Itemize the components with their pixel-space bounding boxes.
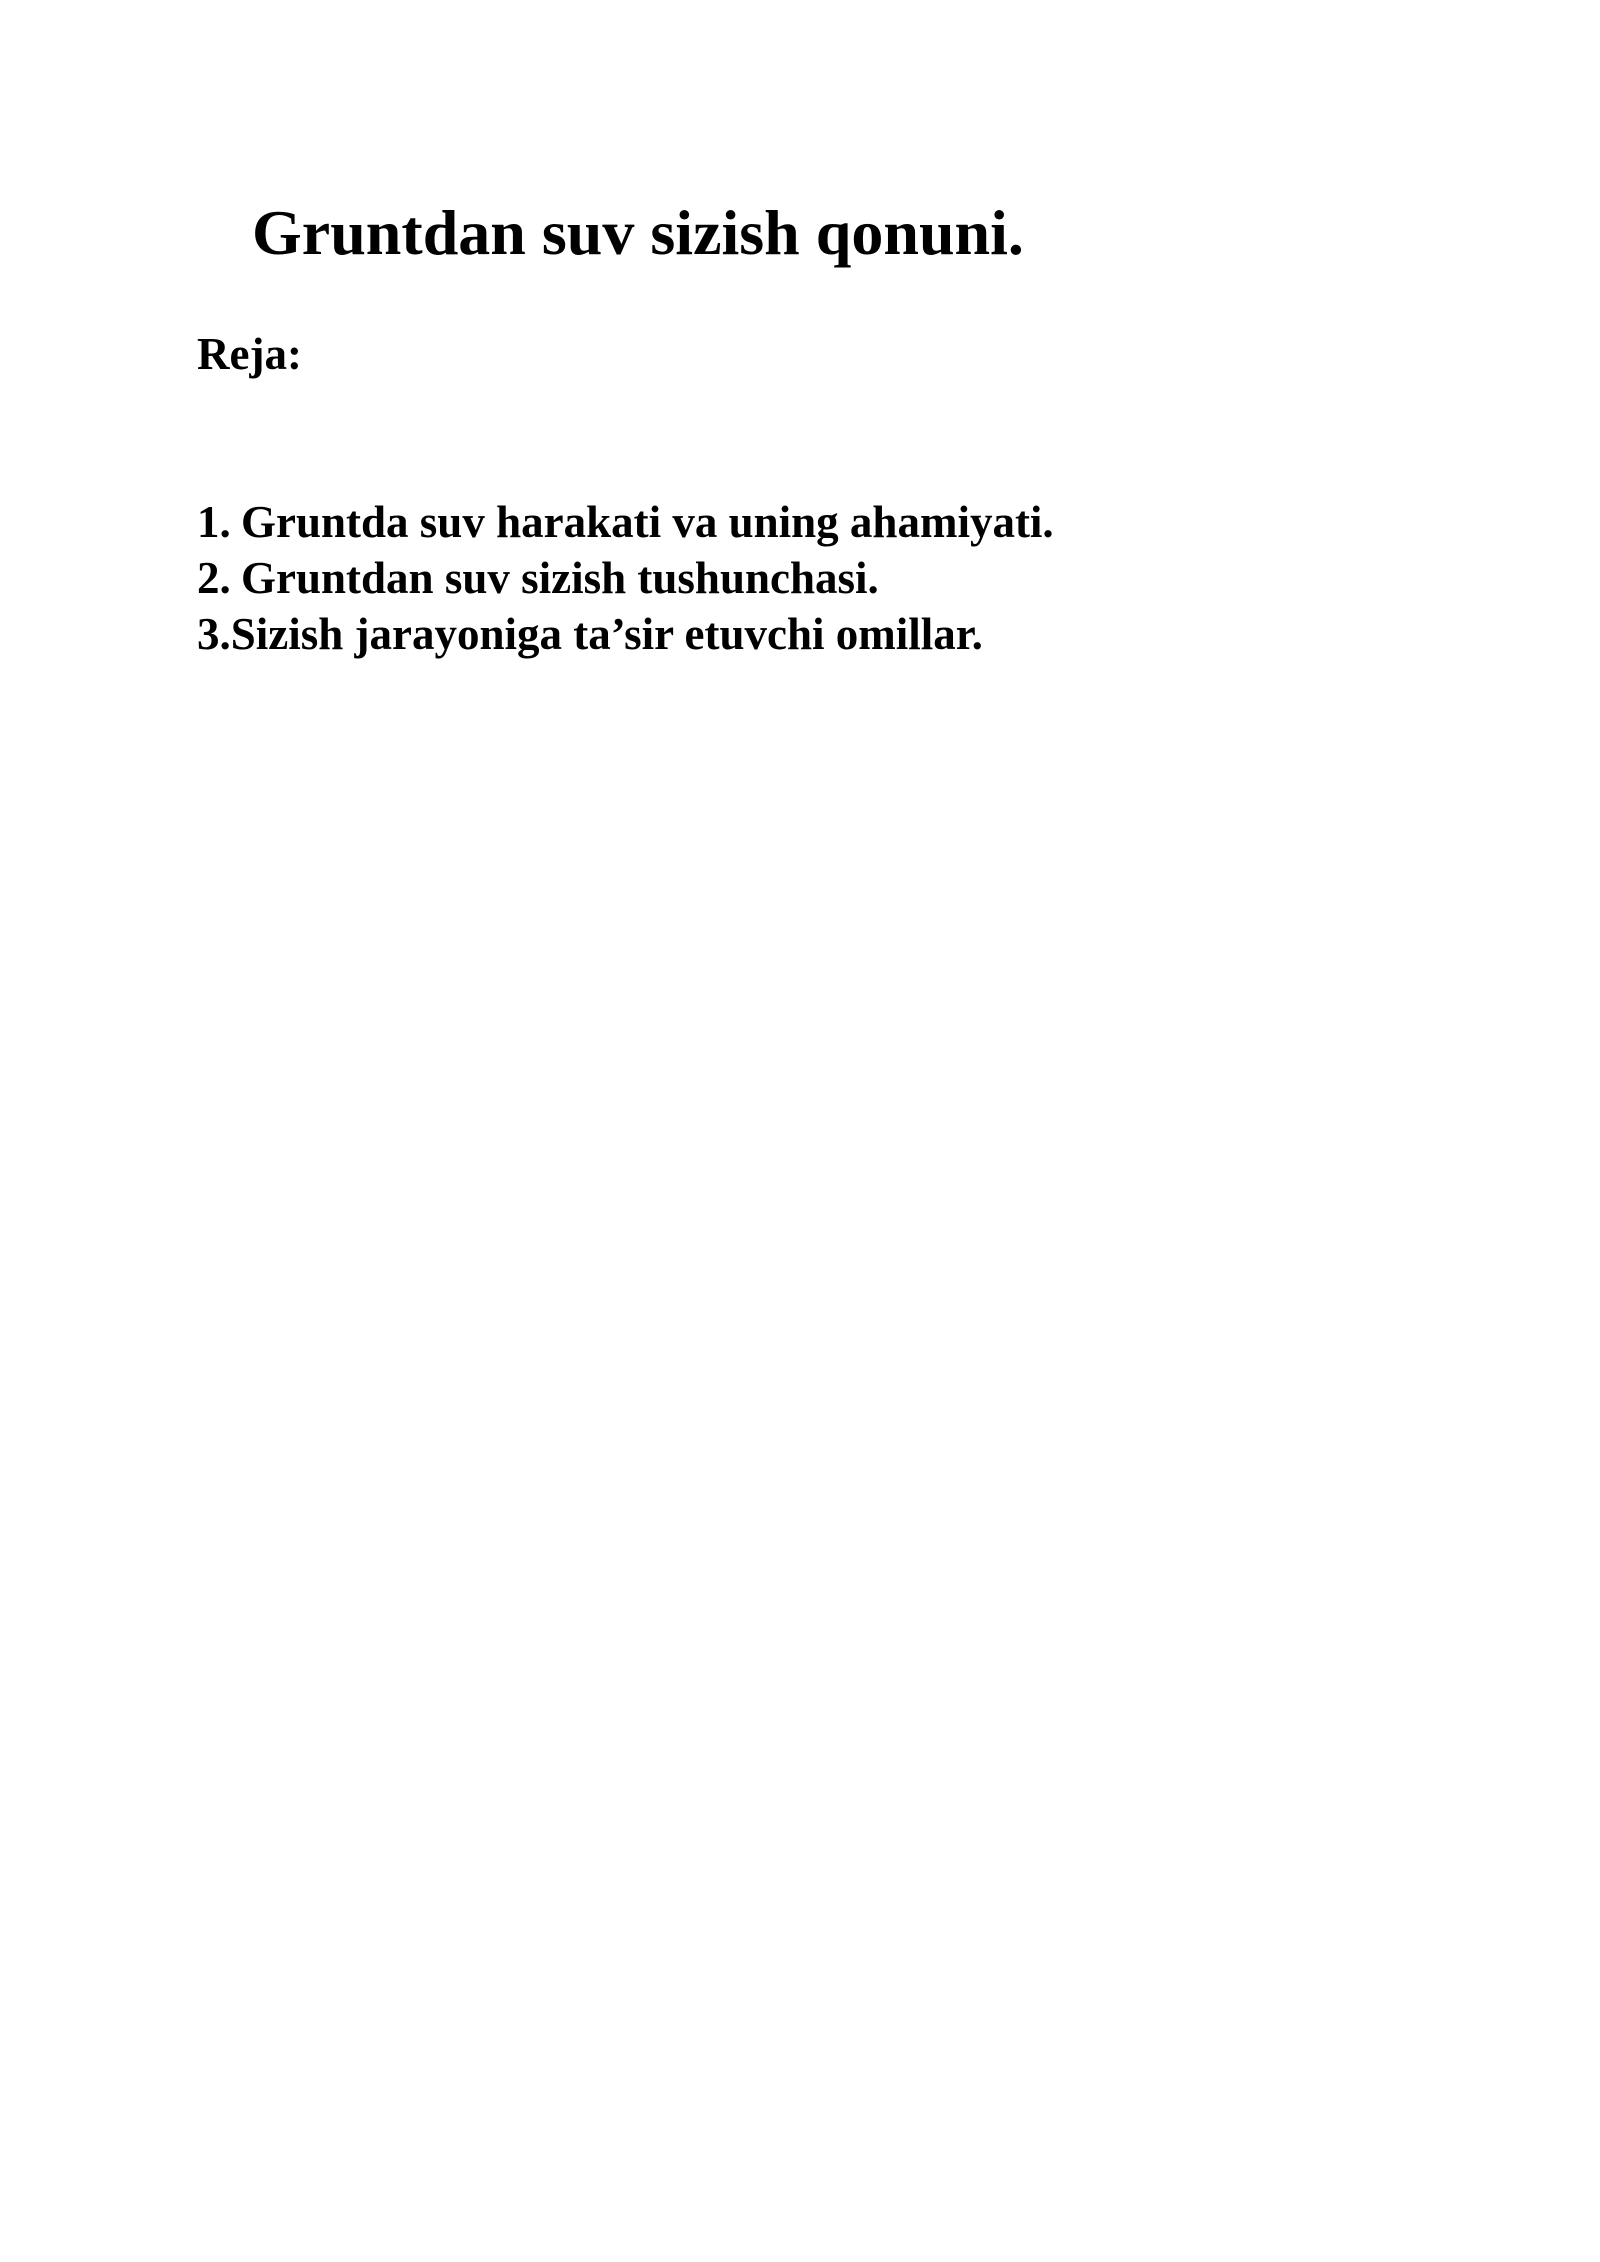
document-title: Gruntdan suv sizish qonuni. xyxy=(252,197,1024,268)
plan-item-text: Sizish jarayoniga ta’sir etuvchi omillar. xyxy=(230,609,983,659)
plan-heading: Reja: xyxy=(197,329,302,379)
plan-item-3 xyxy=(197,606,1054,662)
plan-list xyxy=(197,494,1054,662)
plan-item-1 xyxy=(197,494,1054,550)
plan-item-number: 3. xyxy=(197,609,231,659)
plan-item-number: 1. xyxy=(197,497,231,547)
plan-item-text: Gruntda suv harakati va uning ahamiyati. xyxy=(241,497,1054,547)
plan-item-text: Gruntdan suv sizish tushunchasi. xyxy=(241,553,879,603)
plan-item-number: 2. xyxy=(197,553,231,603)
plan-item-2 xyxy=(197,550,1054,606)
